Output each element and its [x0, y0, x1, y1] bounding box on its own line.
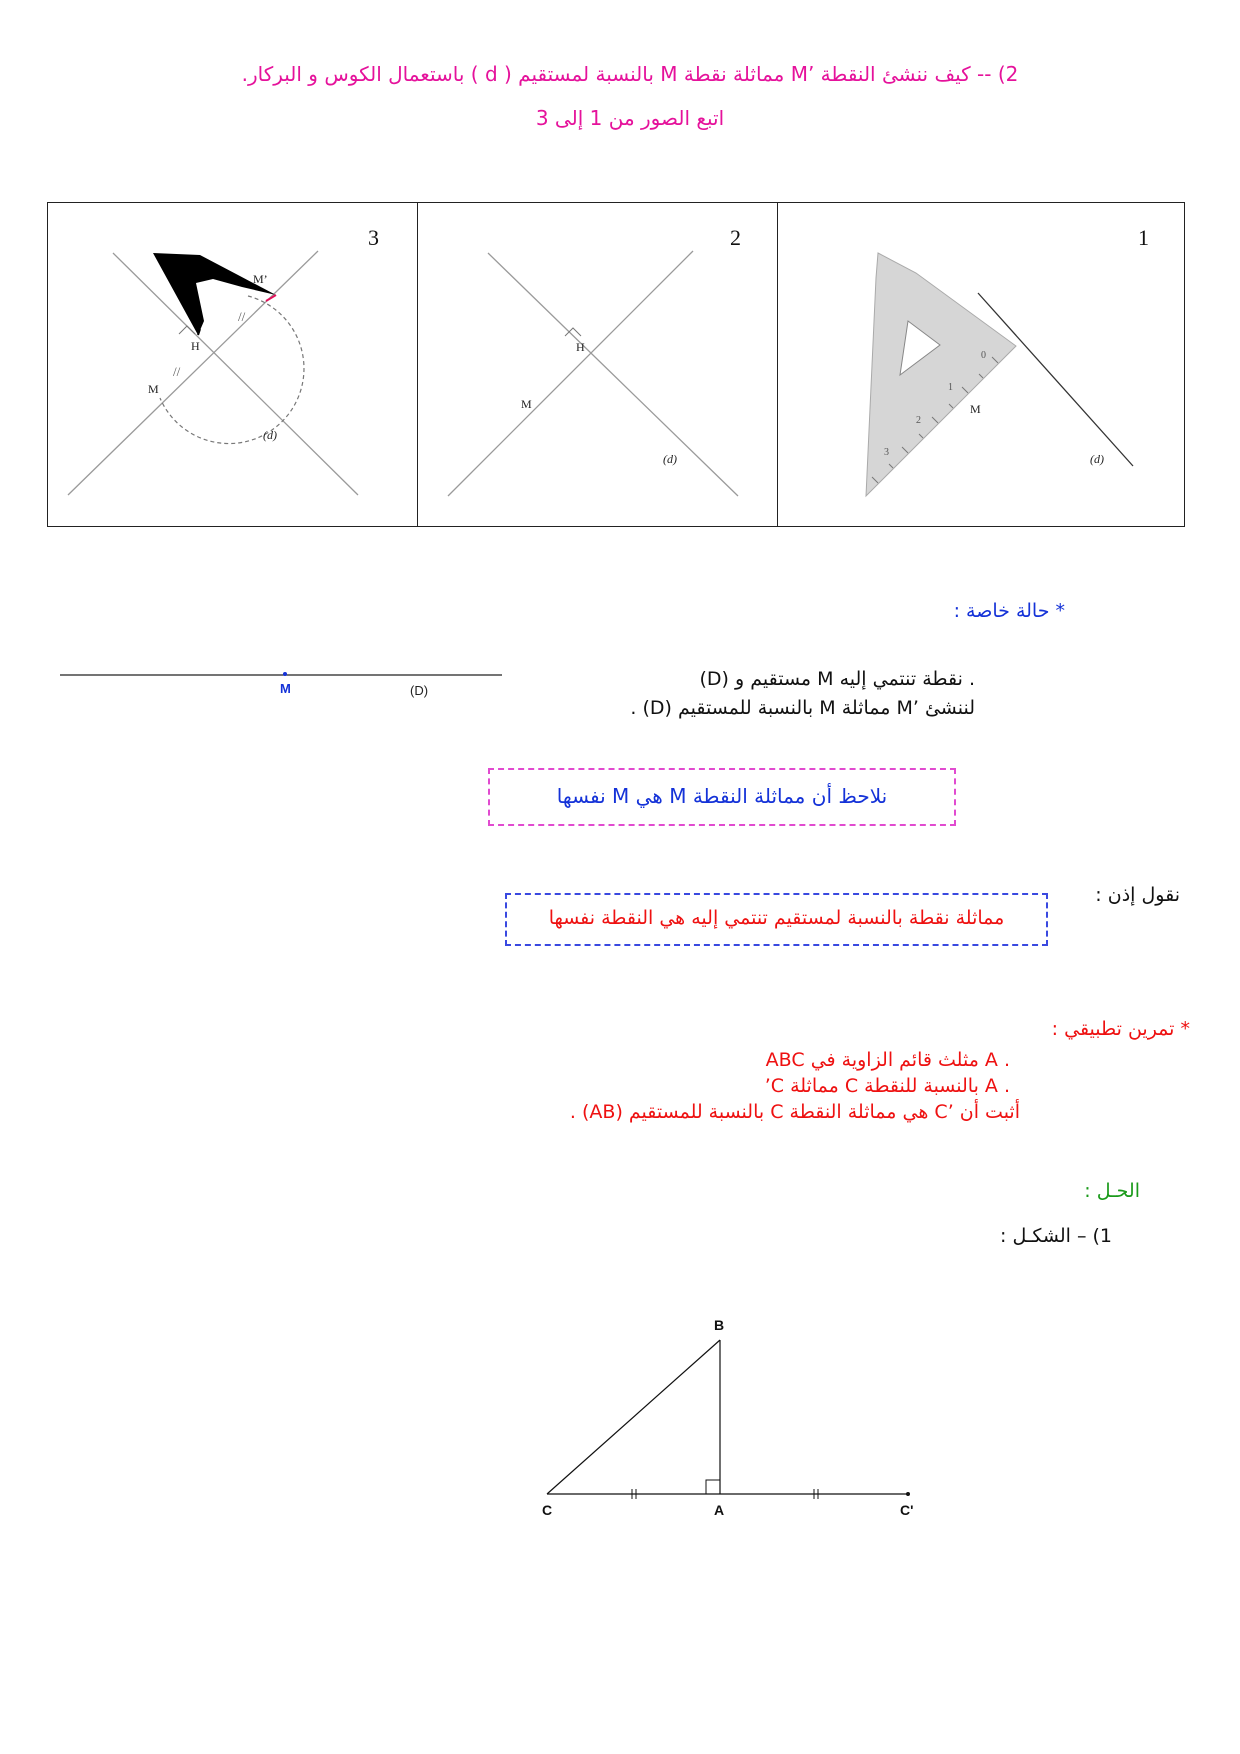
svg-text:2: 2: [916, 415, 921, 426]
svg-text:3: 3: [884, 447, 889, 458]
line-d: [978, 293, 1133, 466]
special-case-diagram: [60, 665, 510, 710]
point-M-label: M: [970, 402, 981, 416]
point-H-label: H: [191, 339, 200, 353]
line-d-label: (d): [1090, 452, 1104, 466]
exercise-line-2: ’C مماثلة C بالنسبة للنقطة A .: [764, 1075, 1010, 1097]
figure-2-cell: [418, 203, 778, 526]
point-M-label: M: [280, 681, 291, 696]
svg-text:0: 0: [981, 350, 986, 361]
right-angle-mark: [706, 1480, 720, 1494]
figure-3-drawing: [48, 203, 416, 526]
conclusion-box: [505, 893, 1048, 946]
svg-text://: //: [238, 309, 246, 324]
right-angle-mark: [179, 326, 195, 334]
figure-1-drawing: [778, 203, 1184, 526]
perpendicular-line: [448, 251, 693, 496]
point-C-label: C: [542, 1502, 553, 1518]
exercise-line-1: ABC مثلث قائم الزاوية في A .: [765, 1049, 1010, 1071]
intro-line-2: اتبع الصور من 1 إلى 3: [535, 106, 725, 130]
solution-step-1: 1) – الشكـل :: [1000, 1225, 1112, 1247]
compass-icon: [153, 253, 276, 335]
figure-3-number: 3: [368, 225, 379, 250]
svg-text://: //: [173, 364, 181, 379]
point-M-prime-label: M’: [253, 272, 268, 286]
note-box: [488, 768, 956, 826]
figure-2-drawing: [418, 203, 776, 526]
special-case-line-2: لننشئ ’M مماثلة M بالنسبة للمستقيم (D) .: [630, 697, 975, 719]
conclusion-text: مماثلة نقطة بالنسبة لمستقيم تنتمي إليه هي النقطة نفسها: [548, 907, 1005, 929]
point-H-label: H: [576, 340, 585, 354]
point-C-prime-label: C': [900, 1502, 914, 1518]
exercise-line-3: أثبت أن ’C هي مماثلة النقطة C بالنسبة للمستقيم (AB) .: [569, 1101, 1020, 1123]
special-case-heading: * حالة خاصة :: [953, 600, 1065, 622]
figure-2-number: 2: [730, 225, 741, 250]
figures-table: [47, 202, 1185, 527]
solution-heading: الحـل :: [1084, 1180, 1140, 1202]
line-d-label: (d): [263, 428, 277, 442]
line-d: [488, 253, 738, 496]
conclusion-label: نقول إذن :: [1095, 884, 1180, 906]
exercise-heading: * تمرين تطبيقي :: [1051, 1018, 1190, 1040]
segment-CB: [547, 1340, 720, 1494]
set-square-icon: [866, 253, 1016, 496]
point-A-label: A: [714, 1502, 725, 1518]
point-B-label: B: [714, 1317, 725, 1333]
special-case-line-1: (D) مستقيم و M نقطة تنتمي إليه .: [699, 668, 975, 690]
line-D-label: (D): [410, 683, 429, 698]
triangle-figure: [530, 1300, 950, 1540]
note-text: نلاحظ أن مماثلة النقطة M هي M نفسها: [556, 784, 888, 808]
arc-mark: [266, 295, 276, 301]
figure-3-cell: [48, 203, 418, 526]
point-C-prime-dot: [906, 1492, 910, 1496]
figure-1-cell: [778, 203, 1184, 526]
intro-line-1: 2) -- كيف ننشئ النقطة ’M مماثلة نقطة M بالنسبة لمستقيم ( d ) باستعمال الكوس و البركار.: [241, 62, 1019, 86]
point-M-dot: [283, 672, 287, 676]
line-d: [113, 253, 358, 495]
line-d-label: (d): [663, 452, 677, 466]
point-M-label: M: [148, 382, 159, 396]
figure-1-number: 1: [1138, 225, 1149, 250]
svg-text:1: 1: [948, 382, 953, 393]
point-M-label: M: [521, 397, 532, 411]
